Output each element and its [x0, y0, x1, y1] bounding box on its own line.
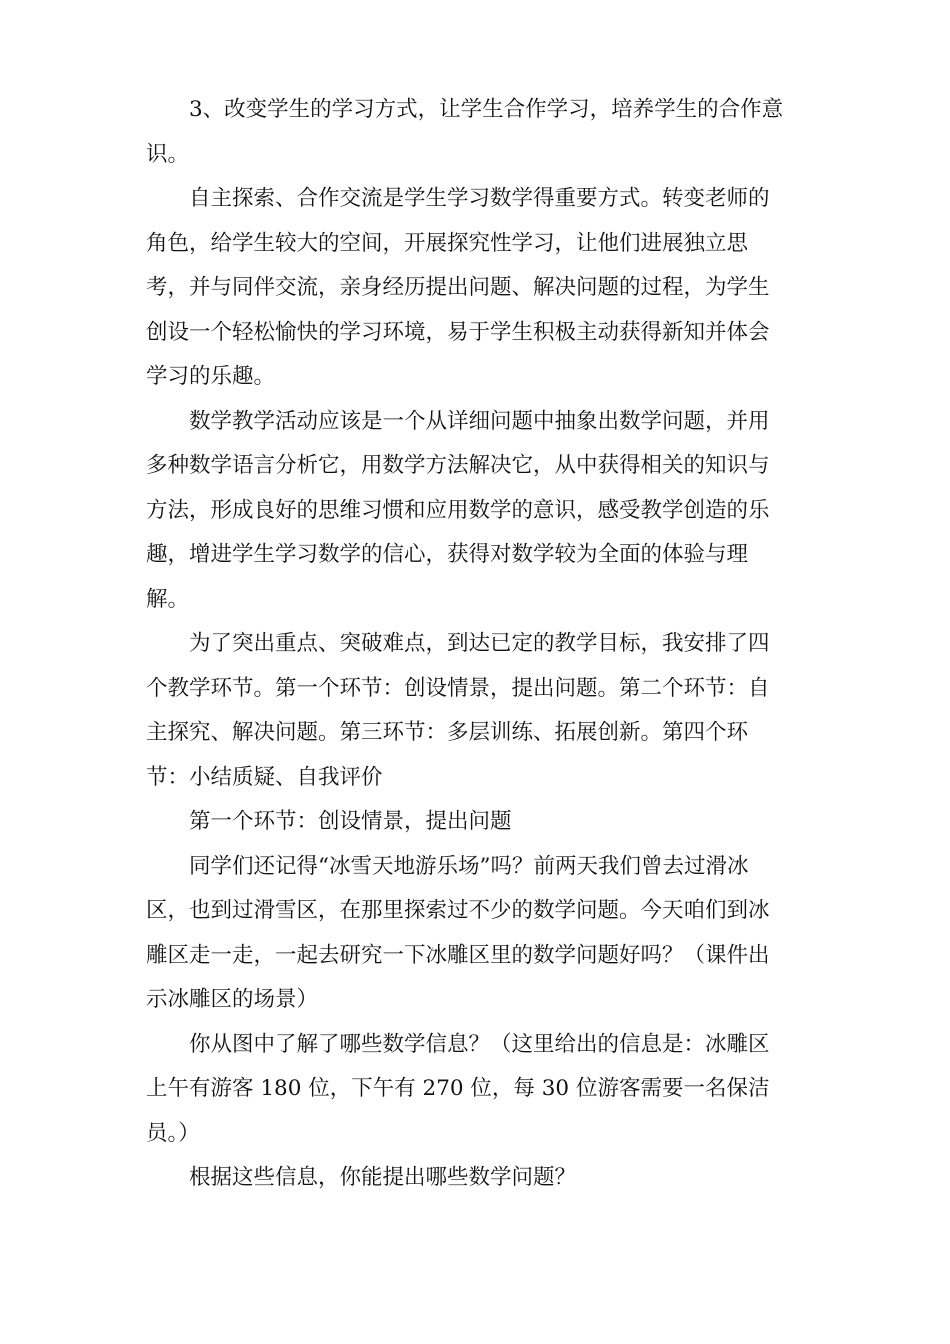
- text-line: 识。: [146, 141, 190, 167]
- paragraph-1: [146, 88, 806, 177]
- text-line: 创设一个轻松愉快的学习环境，易于学生积极主动获得新知并体会: [146, 319, 770, 345]
- text-line: 个教学环节。第一个环节：创设情景，提出问题。第二个环节：自: [146, 675, 770, 701]
- text-line: 考，并与同伴交流，亲身经历提出问题、解决问题的过程，为学生: [146, 275, 770, 300]
- text-line: 多种数学语言分析它，用数学方法解决它，从中获得相关的知识与: [146, 453, 770, 478]
- text-line: 3、改变学生的学习方式，让学生合作学习，培养学生的合作意: [189, 97, 784, 122]
- text-line: 根据这些信息，你能提出哪些数学问题？: [189, 1165, 577, 1190]
- text-line: 为了突出重点、突破难点，到达已定的教学目标，我安排了四: [189, 631, 770, 656]
- text-line: 你从图中了解了哪些数学信息？（这里给出的信息是：冰雕区: [189, 1031, 770, 1057]
- paragraph-4: [146, 622, 806, 800]
- text-line: 同学们还记得“冰雪天地游乐场”吗？前两天我们曾去过滑冰: [189, 853, 749, 879]
- text-line: 雕区走一走，一起去研究一下冰雕区里的数学问题好吗？（课件出: [146, 942, 770, 968]
- document-page: [146, 88, 806, 1201]
- text-line: 主探究、解决问题。第三环节：多层训练、拓展创新。第四个环: [146, 720, 749, 745]
- text-line: 趣，增进学生学习数学的信心，获得对数学较为全面的体验与理: [146, 542, 749, 567]
- text-line: 学习的乐趣。: [146, 364, 276, 389]
- text-line: 自主探索、合作交流是学生学习数学得重要方式。转变老师的: [189, 186, 770, 211]
- text-line: 区，也到过滑雪区，在那里探索过不少的数学问题。今天咱们到冰: [146, 898, 770, 923]
- paragraph-5: [146, 845, 806, 1023]
- section-heading: [146, 800, 806, 845]
- text-line: 员。）: [146, 1120, 200, 1146]
- text-line: 角色，给学生较大的空间，开展探究性学习，让他们进展独立思: [146, 230, 749, 256]
- text-line: 上午有游客 180 位，下午有 270 位，每 30 位游客需要一名保洁: [146, 1076, 770, 1101]
- paragraph-7: [146, 1156, 806, 1201]
- text-line: 示冰雕区的场景）: [146, 987, 319, 1012]
- text-line: 解。: [146, 586, 190, 612]
- paragraph-6: [146, 1023, 806, 1157]
- text-line: 节：小结质疑、自我评价: [146, 764, 383, 790]
- paragraph-2: [146, 177, 806, 400]
- text-line: 第一个环节：创设情景，提出问题: [189, 809, 512, 834]
- text-line: 数学教学活动应该是一个从详细问题中抽象出数学问题，并用: [189, 408, 770, 434]
- paragraph-3: [146, 400, 806, 623]
- text-line: 方法，形成良好的思维习惯和应用数学的意识，感受教学创造的乐: [146, 497, 770, 523]
